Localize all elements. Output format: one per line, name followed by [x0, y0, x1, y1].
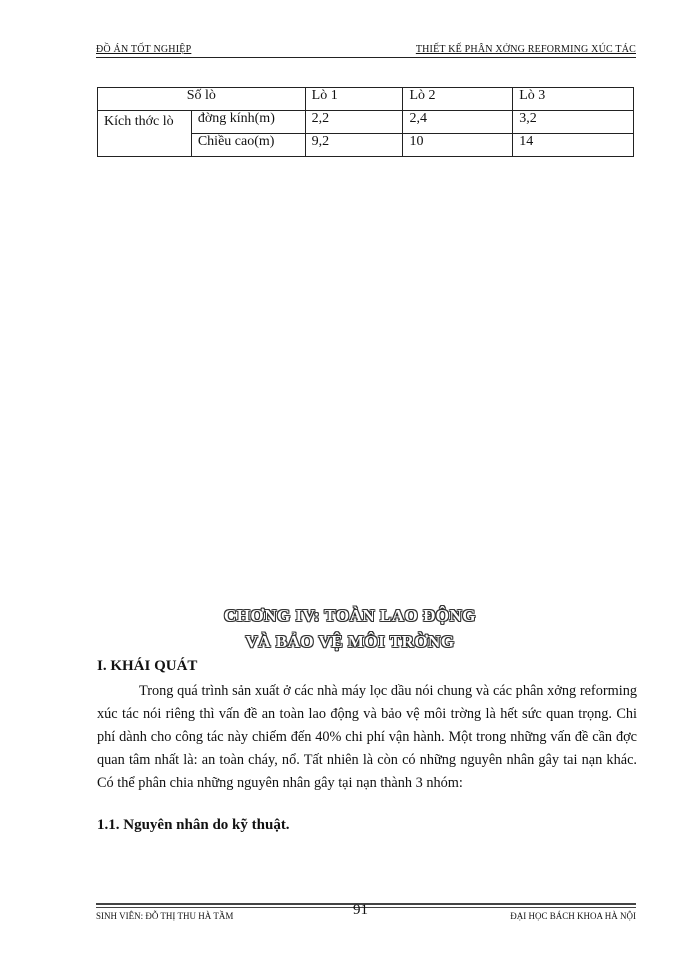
table-row-label: đờng kính(m): [191, 111, 305, 134]
page-header: [96, 40, 636, 58]
chapter-title-line2: VÀ BẢO VỆ MÔI TRỜNG: [245, 632, 455, 651]
table-cell: 3,2: [513, 111, 634, 134]
table-cell: 10: [403, 134, 513, 157]
subsection-heading: 1.1. Nguyên nhân do kỹ thuật.: [97, 817, 290, 833]
table-header-col: Lò 1: [305, 88, 403, 111]
header-rule: [96, 57, 636, 58]
table-cell: 14: [513, 134, 634, 157]
footer-right-text: ĐẠI HỌC BÁCH KHOA HÀ NỘI: [510, 911, 636, 921]
table-cell: 2,2: [305, 111, 403, 134]
table-header-col: Lò 3: [513, 88, 634, 111]
table-header-label: Số lò: [98, 88, 306, 111]
table-header-col: Lò 2: [403, 88, 513, 111]
body-paragraph: Trong quá trình sản xuất ở các nhà máy lọc dầu nói chung và các phân xởng reforming xúc tác nói riêng thì vấn đề an toàn lao động và bảo vệ môi trờng là hết sức quan trọng. Chi phí dành cho công tác này chiếm đến 40% chi phí vận hành. Một trong những vấn đề cần đợc quan tâm nhất là: an toàn cháy, nổ. Tất nhiên là còn có những nguyên nhân gây tai nạn khác. Có thể phân chia những nguyên nhân gây tại nạn thành 3 nhóm:: [97, 683, 637, 791]
page-number: 91: [353, 902, 368, 918]
table-group-label: Kích thớc lò: [98, 111, 192, 157]
header-left-text: ĐỒ ÁN TỐT NGHIỆP: [96, 44, 192, 55]
footer-left-text: SINH VIÊN: ĐỖ THỊ THU HÀ TẦM: [96, 911, 234, 921]
table-header-row: [98, 88, 634, 111]
table-row-label: Chiều cao(m): [191, 134, 305, 157]
body-paragraph-block: [97, 680, 637, 795]
furnace-size-table: [97, 87, 634, 157]
table-cell: 9,2: [305, 134, 403, 157]
table-cell: 2,4: [403, 111, 513, 134]
section-heading: I. KHÁI QUÁT: [97, 658, 198, 674]
header-right-text: THIẾT KẾ PHÂN XỞNG REFORMING XÚC TÁC: [415, 44, 636, 55]
chapter-title-line1: CHƠNG IV: TOÀN LAO ĐỘNG: [223, 606, 477, 625]
table-row: [98, 111, 634, 134]
